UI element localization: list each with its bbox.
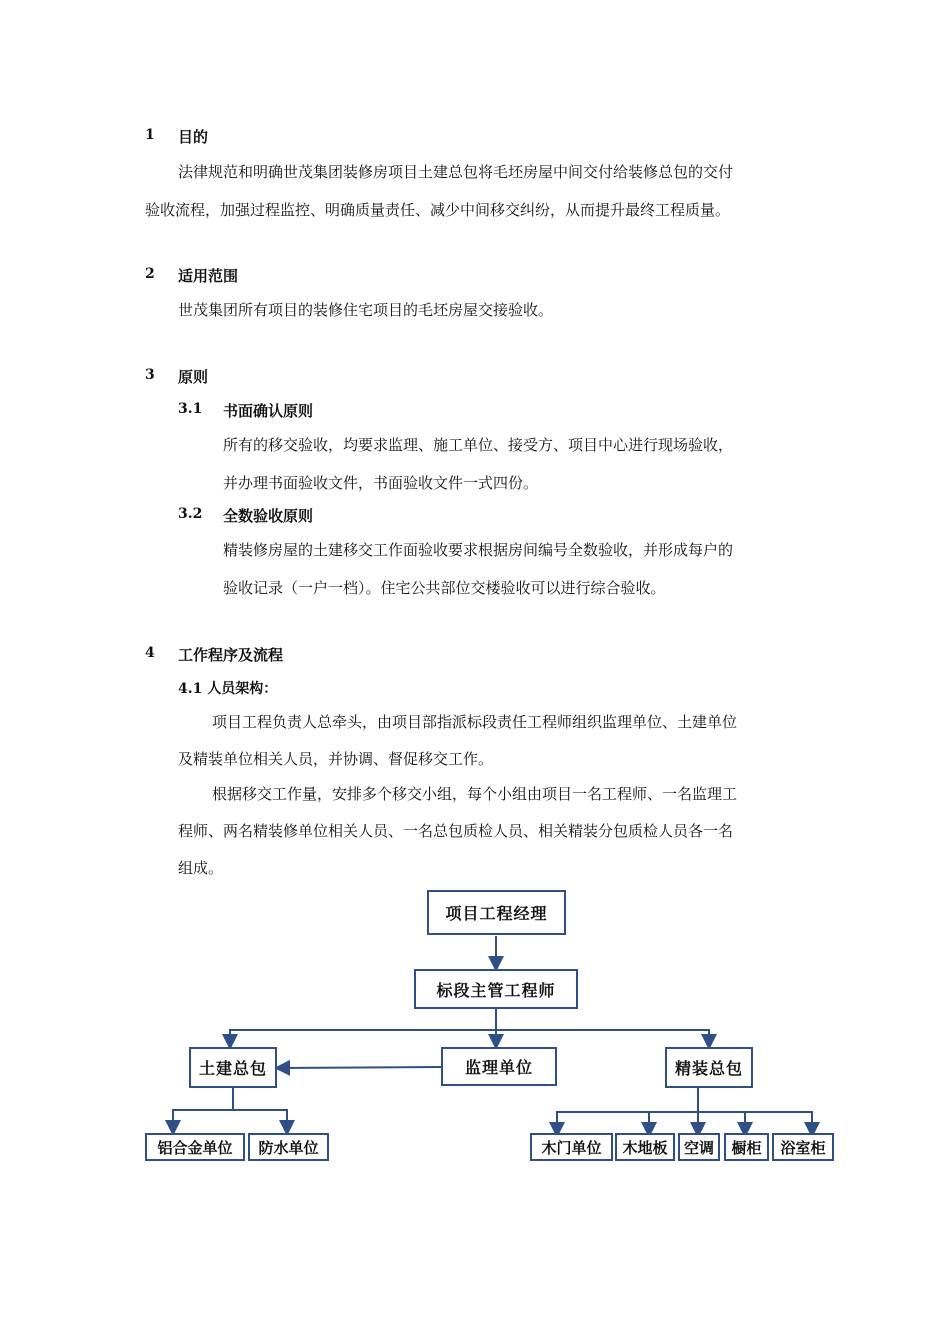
- section-4-1-heading: 4.1 人员架构：: [178, 681, 278, 697]
- org-box-bath: 浴室柜: [772, 1133, 834, 1161]
- section-2-line-1: 世茂集团所有项目的装修住宅项目的毛坯房屋交接验收。: [178, 301, 554, 319]
- section-3-1-title: 书面确认原则: [223, 402, 314, 420]
- section-4-title: 工作程序及流程: [178, 646, 284, 664]
- section-2-title: 适用范围: [178, 267, 239, 285]
- connector-branch-right: [230, 1030, 709, 1046]
- section-1-line-1: 法律规范和明确世茂集团装修房项目土建总包将毛坯房屋中间交付给装修总包的交付: [178, 163, 734, 181]
- org-box-floor: 木地板: [615, 1133, 675, 1161]
- section-1-title: 目的: [178, 128, 209, 146]
- section-3-1-number: 3.1: [178, 401, 203, 417]
- section-3-2-line-2: 验收记录（一户一档）。住宅公共部位交楼验收可以进行综合验收。: [223, 579, 666, 597]
- connector-civil-children: [173, 1110, 287, 1132]
- org-box-waterproof: 防水单位: [248, 1133, 329, 1161]
- section-4-p2-line-1: 根据移交工作量，安排多个移交小组，每个小组由项目一名工程师、一名监理工: [212, 785, 738, 803]
- org-box-supervisor: 标段主管工程师: [414, 969, 578, 1009]
- section-3-1-line-2: 并办理书面验收文件，书面验收文件一式四份。: [223, 474, 539, 492]
- section-4-p1-line-1: 项目工程负责人总牵头，由项目部指派标段责任工程师组织监理单位、土建单位: [212, 713, 738, 731]
- org-box-civil: 土建总包: [189, 1047, 277, 1088]
- section-1-number: 1: [145, 127, 155, 143]
- section-3-1-line-1: 所有的移交验收，均要求监理、施工单位、接受方、项目中心进行现场验收，: [223, 436, 734, 454]
- org-box-monitor: 监理单位: [441, 1047, 557, 1086]
- org-box-decor: 精装总包: [665, 1047, 753, 1088]
- connector-branch-left: [230, 1030, 709, 1046]
- section-4-p1-line-2: 及精装单位相关人员，并协调、督促移交工作。: [178, 750, 494, 768]
- section-4-p2-line-2: 程师、两名精装修单位相关人员、一名总包质检人员、相关精装分包质检人员各一名: [178, 822, 734, 840]
- section-3-2-line-1: 精装修房屋的土建移交工作面验收要求根据房间编号全数验收，并形成每户的: [223, 541, 734, 559]
- org-box-cabinet: 橱柜: [724, 1133, 769, 1161]
- section-4-number: 4: [145, 645, 155, 661]
- section-4-p2-line-3: 组成。: [178, 859, 224, 877]
- section-3-2-number: 3.2: [178, 506, 203, 522]
- org-box-manager: 项目工程经理: [427, 890, 566, 935]
- section-3-number: 3: [145, 367, 155, 383]
- connector-monitor-civil: [278, 1067, 441, 1068]
- section-1-line-2: 验收流程，加强过程监控、明确质量责任、减少中间移交纠纷，从而提升最终工程质量。: [145, 201, 731, 219]
- org-box-door: 木门单位: [530, 1133, 613, 1161]
- org-box-ac: 空调: [678, 1133, 720, 1161]
- connector-decor-children: [557, 1112, 812, 1134]
- org-box-aluminum: 铝合金单位: [145, 1133, 245, 1161]
- section-2-number: 2: [145, 266, 155, 282]
- section-3-title: 原则: [178, 368, 209, 386]
- section-3-2-title: 全数验收原则: [223, 507, 314, 525]
